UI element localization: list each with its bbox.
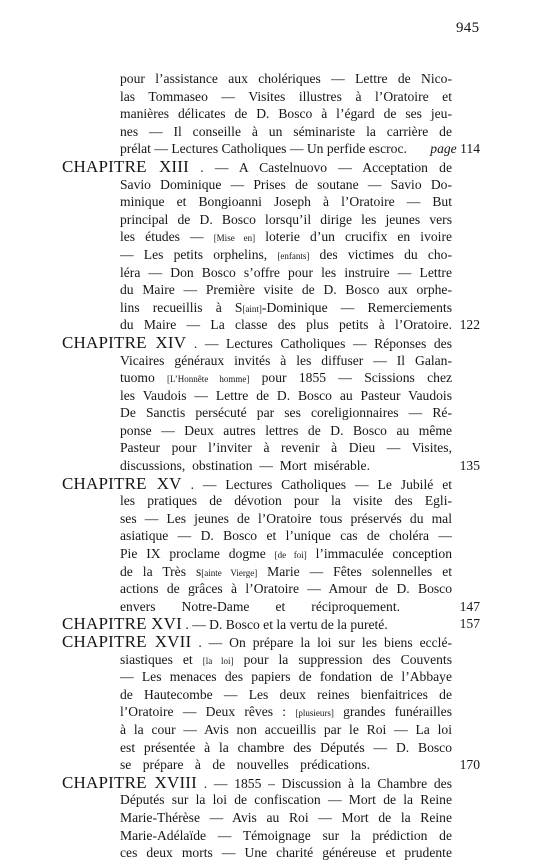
chapter-title: CHAPITRE XIII [62,156,190,176]
toc-entry-text: — Les petits orphelins, [enfants] des victimes du cho- [120,246,452,262]
toc-line [62,387,480,405]
toc-line [62,193,480,211]
page-ref-number: 157 [459,616,480,632]
toc-line [62,739,480,757]
toc-line-text [120,721,452,739]
toc-line [62,70,480,88]
chapter-heading-line [62,334,480,352]
toc-entry-text: ces deux morts — Une charité généreuse et prudente [120,845,452,861]
toc-entry-text: Pie IX proclame dogme [de foi] l’immaculée conception [120,546,452,562]
toc-entry-text: tuomo [L’Honnête homme] pour 1855 — Scissions chez [120,370,453,386]
toc-entry-text: les Vaudois — Lettre de D. Bosco au Pasteur Vaudois [120,387,452,403]
toc-entry-text: prélat — Lectures Catholiques — Un perfide escroc. [120,141,407,157]
toc-line-text [120,809,452,827]
toc-line [62,352,480,370]
editorial-insertion: [plusieurs] [295,708,334,719]
toc-line-text [120,88,452,106]
toc-entry-text: — Les menaces des papiers de fondation de l’Abbaye [120,669,452,685]
toc-line [62,228,480,246]
toc-entry-text: asiatique — D. Bosco et l’unique cas de choléra — [120,528,452,544]
toc-entry-text: de la Très s[ainte Vierge] Marie — Fêtes solennelles et [120,563,453,579]
toc-entry-text: envers Notre-Dame et réciproquement. [120,598,400,614]
toc-entry-text: Marie-Adélaïde — Témoignage sur la prédiction de [120,827,452,843]
page-reference [460,457,480,475]
toc-line-text [120,457,370,475]
toc-entry-text: l’Oratoire — Deux rêves : [plusieurs] grandes funérailles [120,704,452,720]
toc-line [62,123,480,141]
toc-line-text [120,686,452,704]
toc-entry-text: les pratiques de dévotion pour la visite des Egli- [120,493,452,509]
chapter-title: CHAPITRE XVI [62,614,182,634]
toc-line-text [62,334,452,353]
toc-entry-text: minique et Bongioanni Joseph à l’Oratoire — But [120,194,452,210]
toc-entry-text: . — A Castelnuovo — Acceptation de [200,159,452,175]
toc-entry-text: . — 1855 – Discussion à la Chambre des [203,775,453,791]
toc-line-text [120,827,452,845]
toc-line [62,510,480,528]
editorial-insertion: [L’Honnête homme] [167,374,250,385]
page-reference [460,598,480,616]
toc-entry-text: principal de D. Bosco lorsqu’il dirige les jeunes vers [120,211,452,227]
toc-line-text [120,211,452,229]
toc-line [62,545,480,563]
toc-line-text [120,387,452,405]
toc-entry-text: actions de grâces à l’Oratoire — Amour de D. Bosco [120,581,452,597]
toc-line [62,791,480,809]
toc-entry-text: du Maire — La classe des plus petits à l’Oratoire. [120,317,452,333]
page-reference [460,615,480,633]
chapter-heading-line [62,633,480,651]
toc-entry-text: ponse — Deux autres lettres de D. Bosco au même [120,422,452,438]
toc-line-text [120,176,452,194]
toc-line-text [62,774,452,793]
toc-line [62,563,480,581]
page-reference [460,316,480,334]
chapter-title: CHAPITRE XVII [62,632,192,651]
toc-entry-text: ses — Les jeunes de l’Oratoire tous préservés du mal [120,510,452,526]
toc-line [62,668,480,686]
editorial-insertion: [enfants] [277,250,310,261]
toc-entry-text: pour l’assistance aux cholériques — Lettre de Nico- [120,71,452,86]
chapter-title: CHAPITRE XIV [62,332,187,352]
toc-line [62,527,480,545]
toc-line [62,140,480,158]
toc-line-text [120,352,452,370]
chapter-title: CHAPITRE XVIII [62,772,198,792]
toc-line [62,264,480,282]
toc-line [62,598,480,616]
editorial-insertion: [la loi] [202,655,234,666]
toc-line-text [120,844,452,862]
toc-entry-text: las Tommaseo — Visites illustres à l’Oratoire et [120,88,452,104]
toc-line-text [120,70,452,88]
toc-line-text [120,123,452,141]
toc-line [62,703,480,721]
page-ref-number: 122 [459,317,480,333]
chapter-heading-line [62,774,480,792]
toc-entry-text: à la cour — Avis non accueillis par le Roi — La loi [120,721,452,737]
toc-line [62,316,480,334]
toc-entry-text: Députés sur la loi de confiscation — Mort de la Reine [120,792,452,808]
toc-line-text [120,580,452,598]
toc-line-text [62,475,452,494]
page-number: 945 [456,20,480,36]
toc-line [62,176,480,194]
toc-line-text [120,422,452,440]
toc-entry-text: est présentée à la chambre des Députés — D. Bosco [120,739,452,755]
table-of-contents [62,70,480,862]
toc-line-text [120,264,452,282]
toc-line [62,369,480,387]
toc-line [62,844,480,862]
toc-entry-text: de Hautecombe — Les deux reines bienfaitrices de [120,686,452,702]
toc-entry-text: . — Lectures Catholiques — Réponses des [193,335,452,351]
toc-line-text [120,439,452,457]
toc-line-text [120,668,452,686]
chapter-title: CHAPITRE XV [62,473,182,493]
chapter-heading-line [62,475,480,493]
toc-line-text [120,492,452,510]
editorial-insertion: [ainte Vierge] [201,567,258,578]
toc-line-text [120,140,423,158]
toc-entry-text: Pasteur pour l’inviter à revenir à Dieu — Visites, [120,440,452,456]
chapter-heading-line [62,615,480,633]
toc-entry-text: Savio Dominique — Prises de soutane — Savio Do- [120,176,452,192]
toc-line [62,281,480,299]
editorial-insertion: [de foi] [274,550,307,561]
toc-entry-text: . — On prépare la loi sur les biens ecclé- [198,635,453,650]
toc-line [62,827,480,845]
toc-line [62,457,480,475]
toc-line [62,809,480,827]
toc-line-text [120,791,452,809]
toc-entry-text: discussions, obstination — Mort misérable. [120,458,370,474]
toc-entry-text: manières délicates de D. Bosco à l’égard de ses jeu- [120,106,452,122]
toc-line [62,686,480,704]
toc-line [62,439,480,457]
toc-line-text [120,739,452,757]
toc-line-text [62,633,452,652]
toc-line-text [120,527,452,545]
toc-entry-text: . — D. Bosco et la vertu de la pureté. [185,617,388,633]
toc-line-text [120,193,452,211]
toc-line [62,299,480,317]
toc-line-text [120,510,452,528]
page-ref-number: 114 [460,141,480,157]
toc-line [62,105,480,123]
toc-line [62,721,480,739]
toc-line-text [120,598,400,616]
toc-entry-text: les études — [Mise en] loterie d’un crucifix en ivoire [120,229,452,245]
page-ref-number: 147 [459,598,480,614]
editorial-insertion: [aint] [242,303,262,314]
toc-line [62,422,480,440]
toc-line [62,651,480,669]
toc-line [62,404,480,422]
editorial-insertion: [Mise en] [213,233,256,244]
toc-entry-text: du Maire — Première visite de D. Bosco aux orphe- [120,282,452,298]
page-ref-number: 135 [459,458,480,474]
toc-line-text [62,158,452,177]
page-reference [460,756,480,774]
toc-entry-text: se prépare à de nouvelles prédications. [120,757,370,773]
chapter-heading-line [62,158,480,176]
toc-line-text [120,316,452,334]
toc-line [62,492,480,510]
toc-entry-text: léra — Don Bosco s’offre pour les instruire — Lettre [120,264,452,280]
toc-line [62,246,480,264]
toc-line [62,88,480,106]
toc-line-text [120,756,370,774]
toc-line [62,211,480,229]
toc-entry-text: De Sanctis persécuté par ses coreligionnaires — Ré- [120,405,452,421]
toc-line [62,756,480,774]
toc-line-text [120,281,452,299]
toc-line-text [120,105,452,123]
toc-entry-text: Vicaires généraux invités à les diffuser — Il Galan- [120,352,452,368]
toc-entry-text: siastiques et [la loi] pour la suppression des Couvents [120,651,452,667]
toc-entry-text: lins recueillis à S[aint]-Dominique — Remerciements [120,299,452,315]
page-reference [430,140,480,158]
toc-entry-text: Marie-Thérèse — Avis au Roi — Mort de la Reine [120,809,452,825]
toc-line [62,580,480,598]
page-label: page [430,141,457,157]
toc-entry-text: nes — Il conseille à un séminariste la carrière de [120,123,452,139]
page-ref-number: 170 [459,757,480,773]
toc-line-text [120,404,452,422]
toc-entry-text: . — Lectures Catholiques — Le Jubilé et [190,476,453,492]
